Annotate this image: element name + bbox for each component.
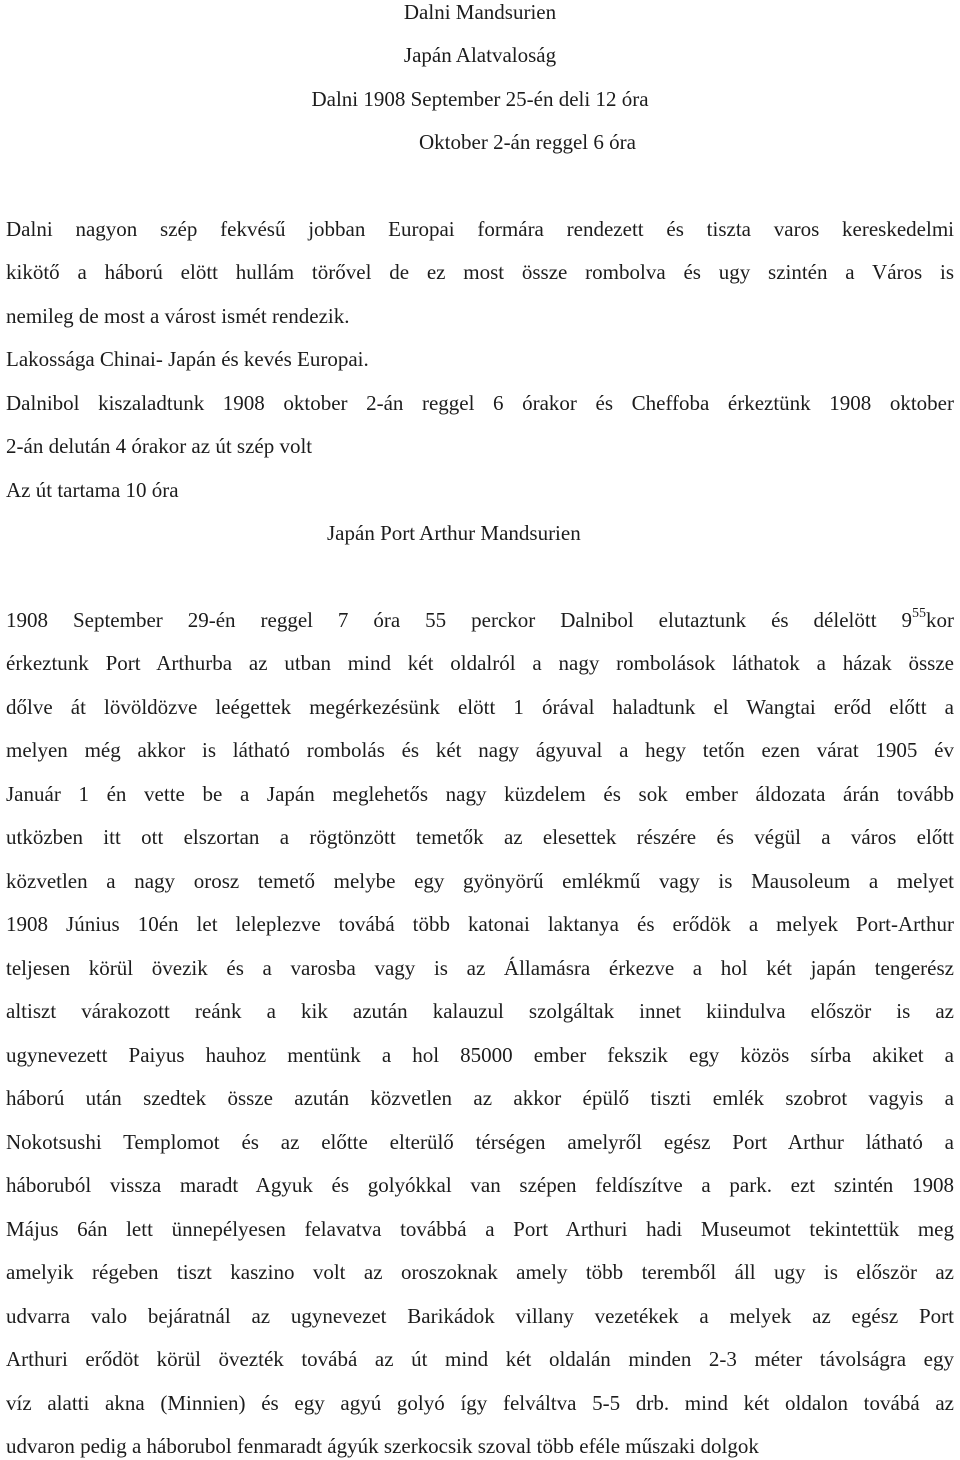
text-line: Január 1 én vette be a Japán meglehetős nagy küzdelem és sok ember áldozata árán tovább: [6, 782, 954, 806]
text-line: dőlve át lövöldözve leégettek megérkezésünk elött 1 órával haladtunk el Wangtai erőd előtt a: [6, 695, 954, 719]
text-line: teljesen körül övezik és a varosba vagy is az Államásra érkezve a hol két japán tengerész: [6, 956, 954, 980]
text-line: kikötő a háború elött hullám törővel de ez most össze rombolva és ugy szintén a Város is: [6, 260, 954, 284]
text-line: 1908 Június 10én let leleplezve továbá több katonai laktanya és erődök a melyek Port-Arthur: [6, 912, 954, 936]
text-line: háború után szedtek össze azután közvetlen az akkor épülő tiszti emlék szobrot vagyis a: [6, 1086, 954, 1110]
text-line: Dalnibol kiszaladtunk 1908 oktober 2-án reggel 6 órakor és Cheffoba érkeztünk 1908 oktober: [6, 391, 954, 415]
text-line: udvarra valo bejáratnál az ugynevezet Barikádok villany vezetékek a melyek az egész Port: [6, 1304, 954, 1328]
text-line: utközben itt ott elszortan a rögtönzött temetők az elesettek részére és végül a város előtt: [6, 825, 954, 849]
text-line: udvaron pedig a háborubol fenmaradt ágyúk szerkocsik szoval több eféle műszaki dolgok: [6, 1434, 759, 1458]
text-line: Az út tartama 10 óra: [6, 478, 179, 502]
time-superscript: 55: [912, 606, 926, 621]
text-line: altiszt várakozott reánk a kik azután kalauzul szolgáltak innet kiindulva először is az: [6, 999, 954, 1023]
page-title: Dalni Mandsurien: [403, 0, 557, 24]
text-line: közvetlen a nagy orosz temető melybe egy gyönyörű emlékmű vagy is Mausoleum a melyet: [6, 869, 954, 893]
text-line: háboruból vissza maradt Agyuk és golyókkal van szépen feldíszítve a park. ezt szintén 1908: [6, 1173, 954, 1197]
text-line: ugynevezett Paiyus hauhoz mentünk a hol 85000 ember fekszik egy közös sírba akiket a: [6, 1043, 954, 1067]
text-line: 2-án delután 4 órakor az út szép volt: [6, 434, 313, 458]
text-segment: kor: [926, 608, 954, 632]
text-line: amelyik régeben tiszt kaszino volt az oroszoknak amely több teremből áll ugy is először az: [6, 1260, 954, 1284]
text-line: Nokotsushi Templomot és az előtte elterülő térségen amelyről egész Port Arthur látható a: [6, 1130, 954, 1154]
text-line: Lakossága Chinai- Japán és kevés Europai.: [6, 347, 369, 371]
text-line: nemileg de most a várost ismét rendezik.: [6, 304, 350, 328]
dateline-departure: Dalni 1908 September 25-én deli 12 óra: [311, 87, 649, 111]
text-line: víz alatti akna (Minnien) és egy agyú golyó így felváltva 5-5 drb. mind két oldalon továbá az: [6, 1391, 954, 1415]
dateline-arrival: Oktober 2-án reggel 6 óra: [419, 130, 636, 154]
text-line: melyen még akkor is látható rombolás és két nagy ágyuval a hegy tetőn ezen várat 1905 év: [6, 738, 954, 762]
text-line: Dalni nagyon szép fekvésű jobban Europai formára rendezett és tiszta varos kereskedelmi: [6, 217, 954, 241]
page-subtitle: Japán Alatvaloság: [403, 43, 557, 67]
section-heading: Japán Port Arthur Mandsurien: [327, 521, 581, 545]
text-line: Május 6án lett ünnepélyesen felavatva továbbá a Port Arthuri hadi Museumot tekintettük meg: [6, 1217, 954, 1241]
text-line: [6, 608, 954, 632]
text-line: érkeztunk Port Arthurba az utban mind két oldalról a nagy rombolások láthatok a házak össze: [6, 651, 954, 675]
text-segment: 1908 September 29-én reggel 7 óra 55 perckor Dalnibol elutaztunk és délelött 9: [6, 608, 912, 632]
text-line: Arthuri erődöt körül övezték továbá az út mind két oldalán minden 2-3 méter távolságra egy: [6, 1347, 954, 1371]
